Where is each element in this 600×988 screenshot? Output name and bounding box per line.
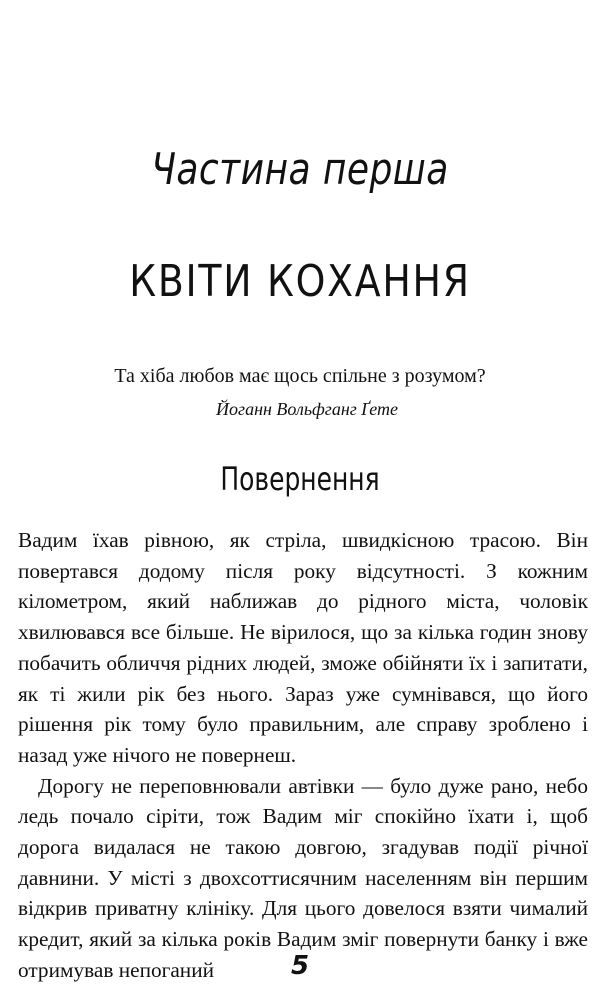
- chapter-title: Повернення: [220, 460, 380, 498]
- body-text: [18, 525, 588, 986]
- part-title: Частина перша: [151, 144, 449, 195]
- paragraph: Вадим їхав рівною, як стріла, швидкісною трасою. Він повертався додому після року відсутності. З кожним кілометром, який наближав до рідного міста, чоловік хвилювався все більше. Не вірилося, що за кілька годин знову побачить обличчя рідних людей, зможе обійняти їх і запитати, як ті жили рік без нього. Зараз уже сумнівався, що його рішення рік тому було правильним, але справу зроблено і назад уже нічого не повернеш.: [18, 528, 588, 767]
- page-number: 5: [290, 951, 310, 981]
- part-subtitle: КВІТИ КОХАННЯ: [129, 256, 471, 307]
- epigraph-quote: Та хіба любов має щось спільне з розумом?: [114, 365, 486, 387]
- epigraph-author: Йоганн Вольфганг Ґете: [216, 399, 398, 419]
- paragraph: Дорогу не переповнювали автівки — було дуже рано, небо ледь почало сіріти, тож Вадим міг спокійно їхати і, щоб дорога видалася не такою довгою, згадував події річної давнини. У місті з двохсоттисячним населенням він першим відкрив приватну клініку. Для цього довелося взяти чималий кредит, який за кілька років Вадим зміг повернути банку і вже отримував непоганий: [18, 773, 588, 982]
